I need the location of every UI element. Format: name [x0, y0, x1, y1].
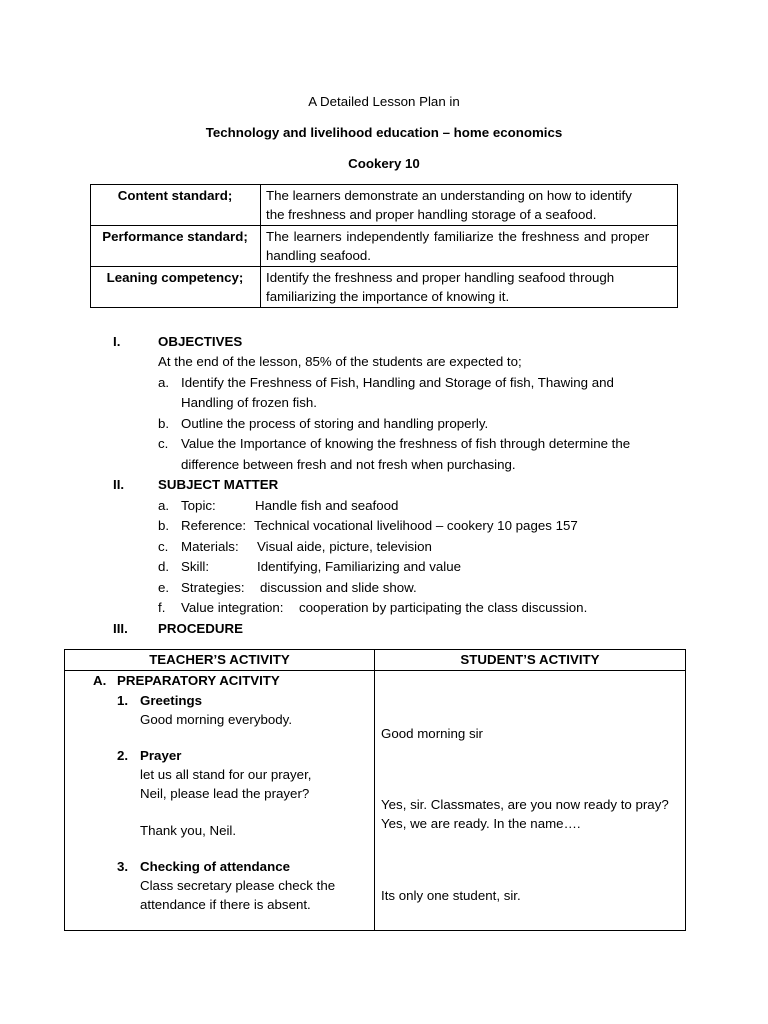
student-line: Its only one student, sir.	[381, 888, 521, 903]
procedure-heading: PROCEDURE	[158, 621, 243, 636]
step-number: 3.	[117, 859, 129, 874]
standards-row	[91, 226, 678, 267]
section-letter: A.	[93, 673, 107, 688]
list-letter: c.	[158, 539, 169, 554]
standard-label: Content standard;	[91, 185, 261, 226]
step-number: 1.	[117, 693, 129, 708]
student-activity-header: STUDENT’S ACTIVITY	[375, 650, 686, 671]
list-letter: c.	[158, 436, 169, 451]
step-title: Checking of attendance	[140, 859, 290, 874]
objective-item: Identify the Freshness of Fish, Handling and Storage of fish, Thawing and	[181, 375, 614, 390]
subject-value: Technical vocational livelihood – cookery 10 pages 157	[254, 518, 578, 533]
subject-label: Strategies:	[181, 580, 245, 595]
teacher-line: Thank you, Neil.	[140, 823, 237, 838]
subject-value: Visual aide, picture, television	[257, 539, 432, 554]
objectives-heading: OBJECTIVES	[158, 334, 243, 349]
standard-label: Leaning competency;	[91, 267, 261, 308]
subject-label: Reference:	[181, 518, 247, 533]
standard-text: Identify the freshness and proper handling seafood through familiarizing the importance of knowing it.	[261, 267, 678, 308]
list-letter: a.	[158, 375, 170, 390]
teacher-line: Class secretary please check the	[140, 878, 336, 893]
student-line: Yes, we are ready. In the name….	[381, 816, 581, 831]
activity-table	[64, 649, 686, 931]
student-line: Good morning sir	[381, 726, 483, 741]
procedure-number: III.	[113, 621, 128, 636]
section-title: PREPARATORY ACITVITY	[117, 673, 280, 688]
step-title: Prayer	[140, 748, 182, 763]
standard-text: The learners independently familiarize the freshness and proper handling seafood.	[261, 226, 678, 267]
standard-text: The learners demonstrate an understanding on how to identify the freshness and proper handling storage of a seafood.	[261, 185, 678, 226]
subject-value: discussion and slide show.	[260, 580, 417, 595]
list-letter: b.	[158, 416, 170, 431]
subject-label: Value integration:	[181, 600, 284, 615]
objective-item-cont: difference between fresh and not fresh when purchasing.	[181, 457, 516, 472]
subject-matter-heading: SUBJECT MATTER	[158, 477, 279, 492]
list-letter: f.	[158, 600, 166, 615]
objective-item: Outline the process of storing and handling properly.	[181, 416, 489, 431]
standard-label: Performance standard;	[91, 226, 261, 267]
teacher-activity-cell	[65, 671, 375, 931]
teacher-activity-header: TEACHER’S ACTIVITY	[65, 650, 375, 671]
student-line: Yes, sir. Classmates, are you now ready to pray?	[381, 797, 669, 812]
teacher-line: Neil, please lead the prayer?	[140, 786, 310, 801]
subject-label: Topic:	[181, 498, 216, 513]
plan-title: A Detailed Lesson Plan in	[308, 94, 460, 109]
list-letter: b.	[158, 518, 170, 533]
teacher-line: attendance if there is absent.	[140, 897, 311, 912]
list-letter: d.	[158, 559, 170, 574]
standards-row	[91, 267, 678, 308]
objective-item-cont: Handling of frozen fish.	[181, 395, 318, 410]
standards-row	[91, 185, 678, 226]
objective-item: Value the Importance of knowing the freshness of fish through determine the	[181, 436, 631, 451]
objectives-number: I.	[113, 334, 121, 349]
step-number: 2.	[117, 748, 129, 763]
subject-label: Materials:	[181, 539, 239, 554]
subject-title: Technology and livelihood education – home economics	[205, 125, 563, 140]
step-title: Greetings	[140, 693, 203, 708]
subject-value: cooperation by participating the class discussion.	[299, 600, 588, 615]
list-letter: a.	[158, 498, 170, 513]
standards-table	[90, 184, 678, 308]
course-title: Cookery 10	[348, 156, 420, 171]
subject-value: Identifying, Familiarizing and value	[257, 559, 461, 574]
objectives-intro: At the end of the lesson, 85% of the students are expected to;	[158, 354, 522, 369]
subject-label: Skill:	[181, 559, 210, 574]
teacher-line: Good morning everybody.	[140, 712, 293, 727]
list-letter: e.	[158, 580, 170, 595]
teacher-line: let us all stand for our prayer,	[140, 767, 312, 782]
subject-matter-number: II.	[113, 477, 125, 492]
subject-value: Handle fish and seafood	[255, 498, 399, 513]
student-activity-cell	[375, 671, 686, 931]
